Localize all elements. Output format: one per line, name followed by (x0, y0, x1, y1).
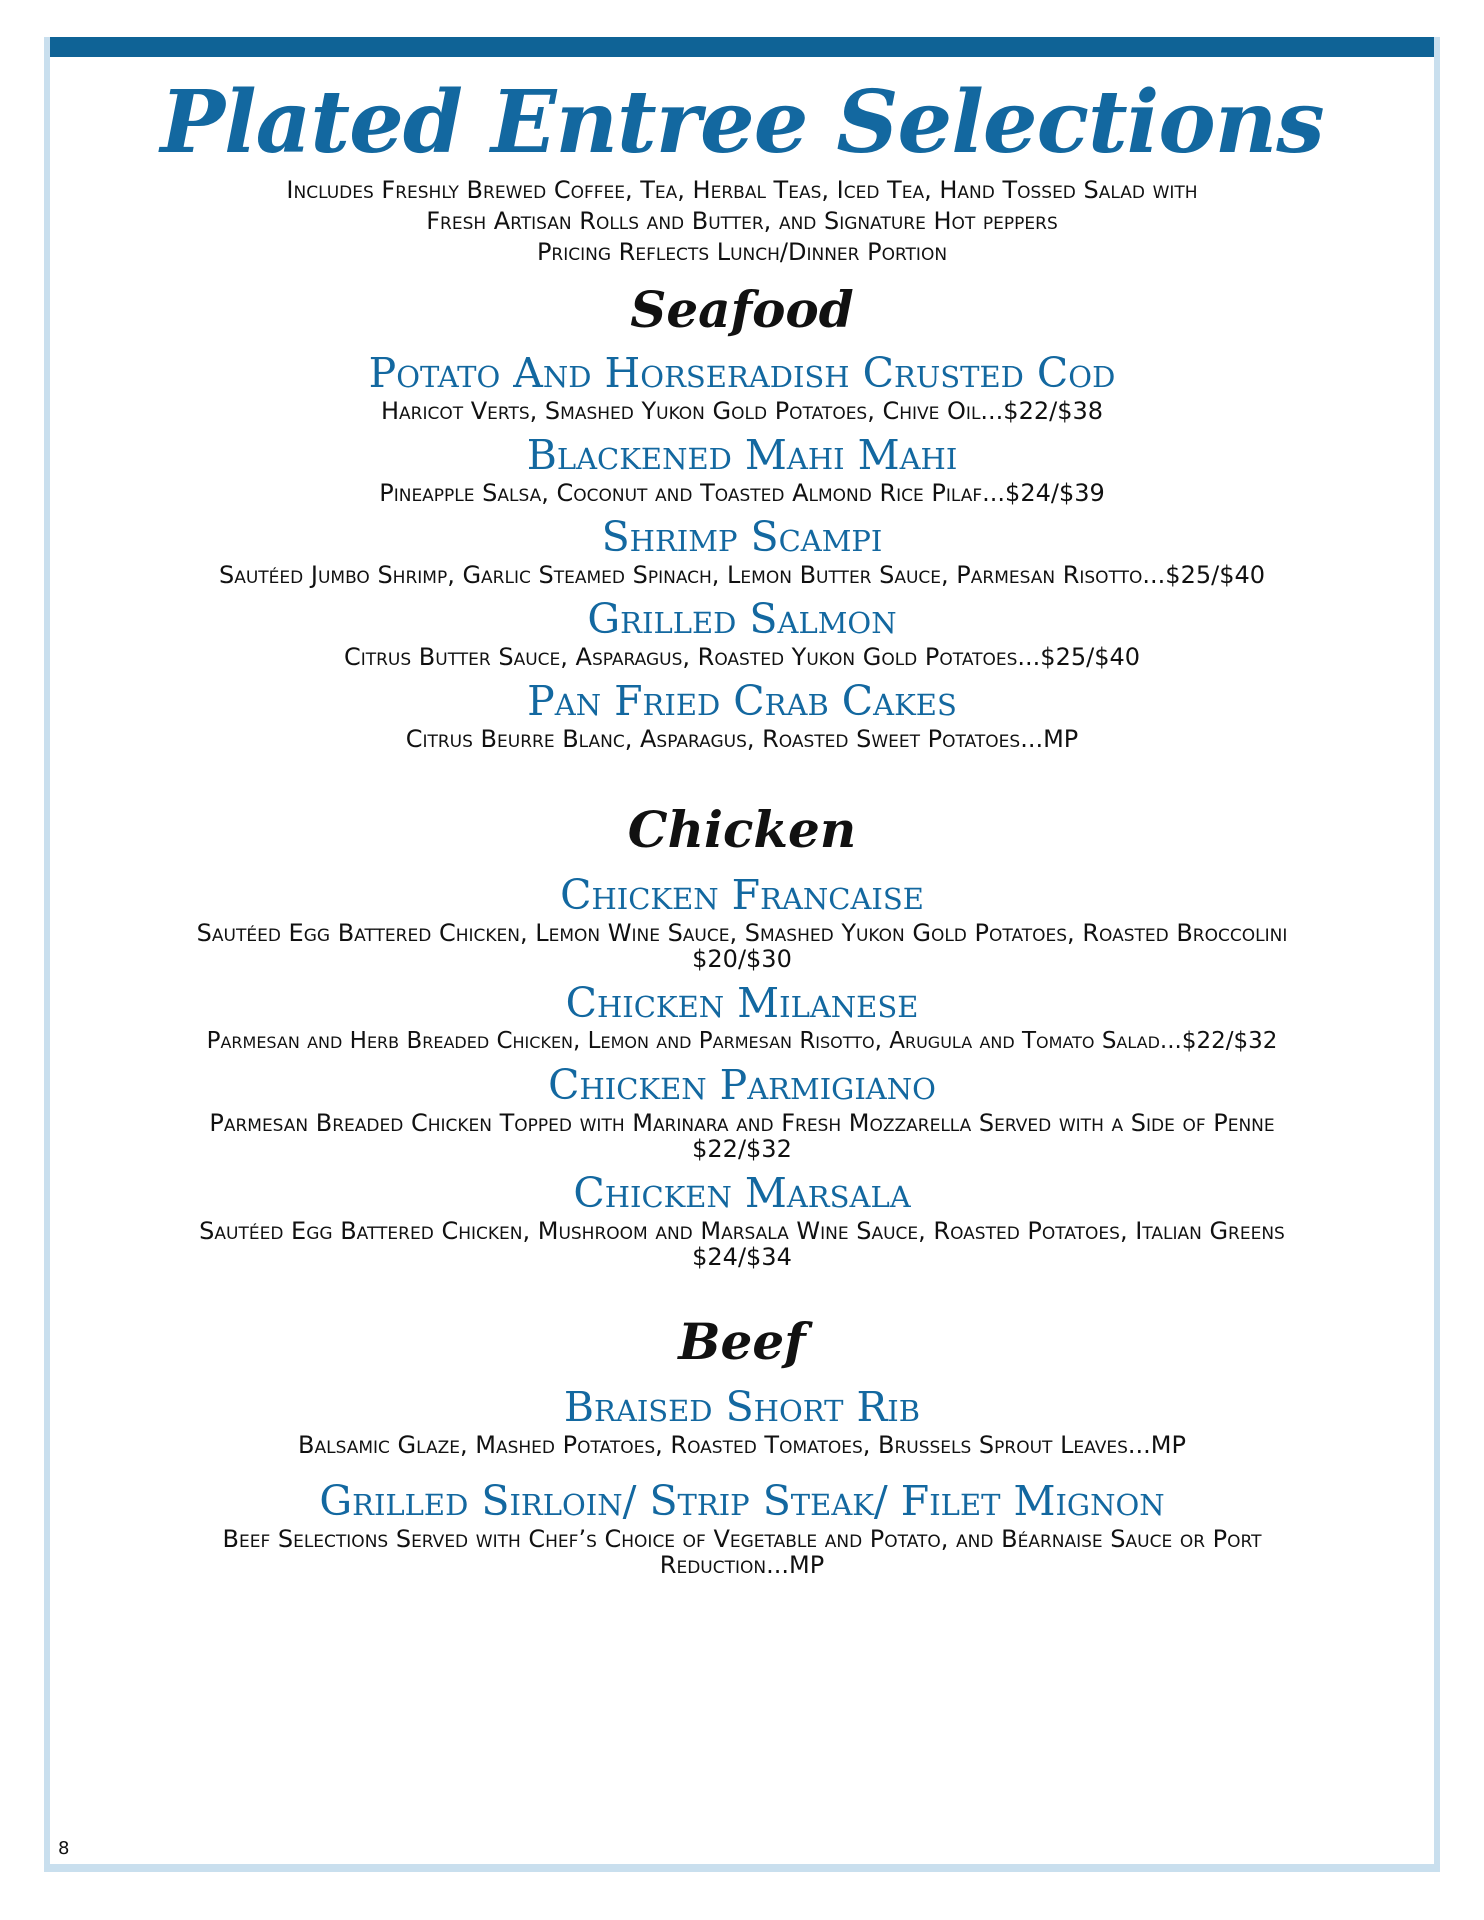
intro-line: Pricing Reflects Lunch/Dinner Portion (536, 238, 948, 266)
item-name: Grilled Sirloin/ Strip Steak/ Filet Mignon (319, 1477, 1165, 1525)
page-number: 8 (58, 1838, 70, 1859)
item-name: Pan Fried Crab Cakes (527, 677, 957, 725)
item-description: Pineapple Salsa, Coconut and Toasted Almond Rice Pilaf...$24/$39 (379, 479, 1105, 507)
page-title: Plated Entree Selections (160, 72, 1324, 173)
item-name: Chicken Francaise (560, 871, 924, 919)
item-name: Grilled Salmon (587, 595, 897, 643)
menu-item (50, 1168, 1434, 1270)
item-name: Blackened Mahi Mahi (526, 431, 958, 479)
item-description: Sautéed Jumbo Shrimp, Garlic Steamed Spinach, Lemon Butter Sauce, Parmesan Risotto...$25/$40 (218, 561, 1266, 589)
menu-item (50, 676, 1434, 752)
intro-text (50, 175, 1434, 268)
item-description: Haricot Verts, Smashed Yukon Gold Potatoes, Chive Oil...$22/$38 (380, 397, 1104, 425)
menu-item (50, 978, 1434, 1054)
item-description-continued: Reduction...MP (659, 1551, 825, 1579)
menu-item (50, 1060, 1434, 1162)
item-description: Parmesan and Herb Breaded Chicken, Lemon and Parmesan Risotto, Arugula and Tomato Salad...$22/$32 (206, 1028, 1278, 1054)
menu-item (50, 594, 1434, 670)
section-heading-chicken: Chicken (627, 800, 857, 859)
menu-item (50, 430, 1434, 506)
intro-line: Fresh Artisan Rolls and Butter, and Signature Hot peppers (426, 207, 1058, 235)
beef-section (50, 1310, 1434, 1578)
item-price: $22/$32 (692, 1135, 792, 1163)
item-price: $20/$30 (692, 945, 792, 973)
item-description: Citrus Beurre Blanc, Asparagus, Roasted Sweet Potatoes...MP (405, 725, 1079, 753)
menu-item (50, 512, 1434, 588)
item-description: Parmesan Breaded Chicken Topped with Marinara and Fresh Mozzarella Served with a Side of Penne (209, 1109, 1275, 1137)
menu-item (50, 1382, 1434, 1458)
item-name: Braised Short Rib (563, 1383, 921, 1431)
item-description: Balsamic Glaze, Mashed Potatoes, Roasted Tomatoes, Brussels Sprout Leaves...MP (298, 1431, 1186, 1459)
item-name: Potato And Horseradish Crusted Cod (368, 349, 1116, 397)
menu-item (50, 348, 1434, 424)
item-description: Sautéed Egg Battered Chicken, Lemon Wine Sauce, Smashed Yukon Gold Potatoes, Roasted Broccolini (196, 919, 1288, 947)
item-name: Shrimp Scampi (601, 513, 883, 561)
item-name: Chicken Parmigiano (548, 1061, 936, 1109)
menu-item (50, 870, 1434, 972)
item-name: Chicken Milanese (565, 979, 919, 1027)
intro-line: Includes Freshly Brewed Coffee, Tea, Herbal Teas, Iced Tea, Hand Tossed Salad with (286, 176, 1198, 204)
item-description: Sautéed Egg Battered Chicken, Mushroom and Marsala Wine Sauce, Roasted Potatoes, Italian Greens (199, 1217, 1285, 1245)
chicken-section (50, 798, 1434, 1270)
menu-item (50, 1476, 1434, 1578)
item-description: Citrus Butter Sauce, Asparagus, Roasted Yukon Gold Potatoes...$25/$40 (343, 643, 1141, 671)
item-description: Beef Selections Served with Chef’s Choice of Vegetable and Potato, and Béarnaise Sauce or Port (222, 1525, 1262, 1553)
item-price: $24/$34 (692, 1243, 792, 1271)
menu-page (50, 57, 1434, 1578)
seafood-section (50, 278, 1434, 752)
section-heading-beef: Beef (678, 1312, 806, 1371)
item-name: Chicken Marsala (573, 1169, 911, 1217)
section-heading-seafood: Seafood (630, 280, 854, 339)
